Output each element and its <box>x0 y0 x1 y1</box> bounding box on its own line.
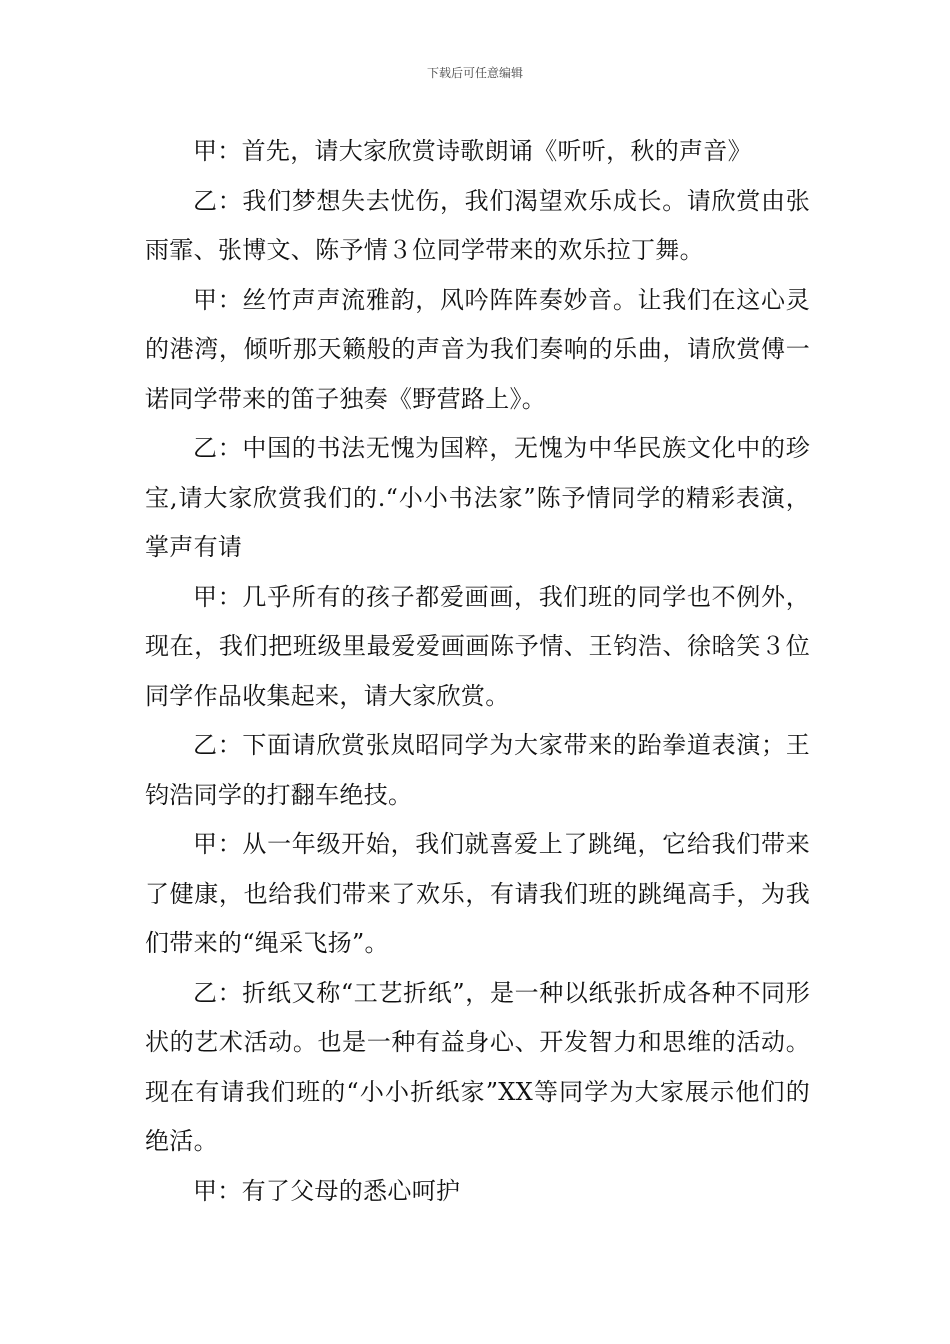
paragraph-7: 甲：从一年级开始，我们就喜爱上了跳绳，它给我们带来了健康，也给我们带来了欢乐，有请我们班的跳绳高手，为我们带来的“绳采飞扬”。 <box>145 830 810 957</box>
paragraph-6: 乙：下面请欣赏张岚昭同学为大家带来的跆拳道表演；王钧浩同学的打翻车绝技。 <box>145 731 810 809</box>
paragraph-8: 乙：折纸又称“工艺折纸”，是一种以纸张折成各种不同形状的艺术活动。也是一种有益身心、开发智力和思维的活动。现在有请我们班的“小小折纸家”XX等同学为大家展示他们的绝活。 <box>145 978 810 1155</box>
paragraph-9: 甲：有了父母的悉心呵护 <box>193 1176 461 1205</box>
paragraph-1: 甲：首先，请大家欣赏诗歌朗诵《听听，秋的声音》 <box>193 137 752 165</box>
paragraph-4: 乙：中国的书法无愧为国粹，无愧为中华民族文化中的珍宝,请大家欣赏我们的.“小小书法家”陈予情同学的精彩表演，掌声有请 <box>145 434 810 561</box>
page-header: 下载后可任意编辑 <box>426 66 523 80</box>
paragraph-3: 甲：丝竹声声流雅韵，风吟阵阵奏妙音。让我们在这心灵的港湾，倾听那天籁般的声音为我们奏响的乐曲，请欣赏傅一诺同学带来的笛子独奏《野营路上》。 <box>145 285 810 413</box>
document-body <box>145 127 810 1216</box>
paragraph-2: 乙：我们梦想失去忧伤，我们渴望欢乐成长。请欣赏由张雨霏、张博文、陈予情３位同学带来的欢乐拉丁舞。 <box>145 186 810 264</box>
paragraph-5: 甲：几乎所有的孩子都爱画画，我们班的同学也不例外，现在，我们把班级里最爱爱画画陈予情、王钧浩、徐晗笑３位同学作品收集起来，请大家欣赏。 <box>145 582 810 710</box>
